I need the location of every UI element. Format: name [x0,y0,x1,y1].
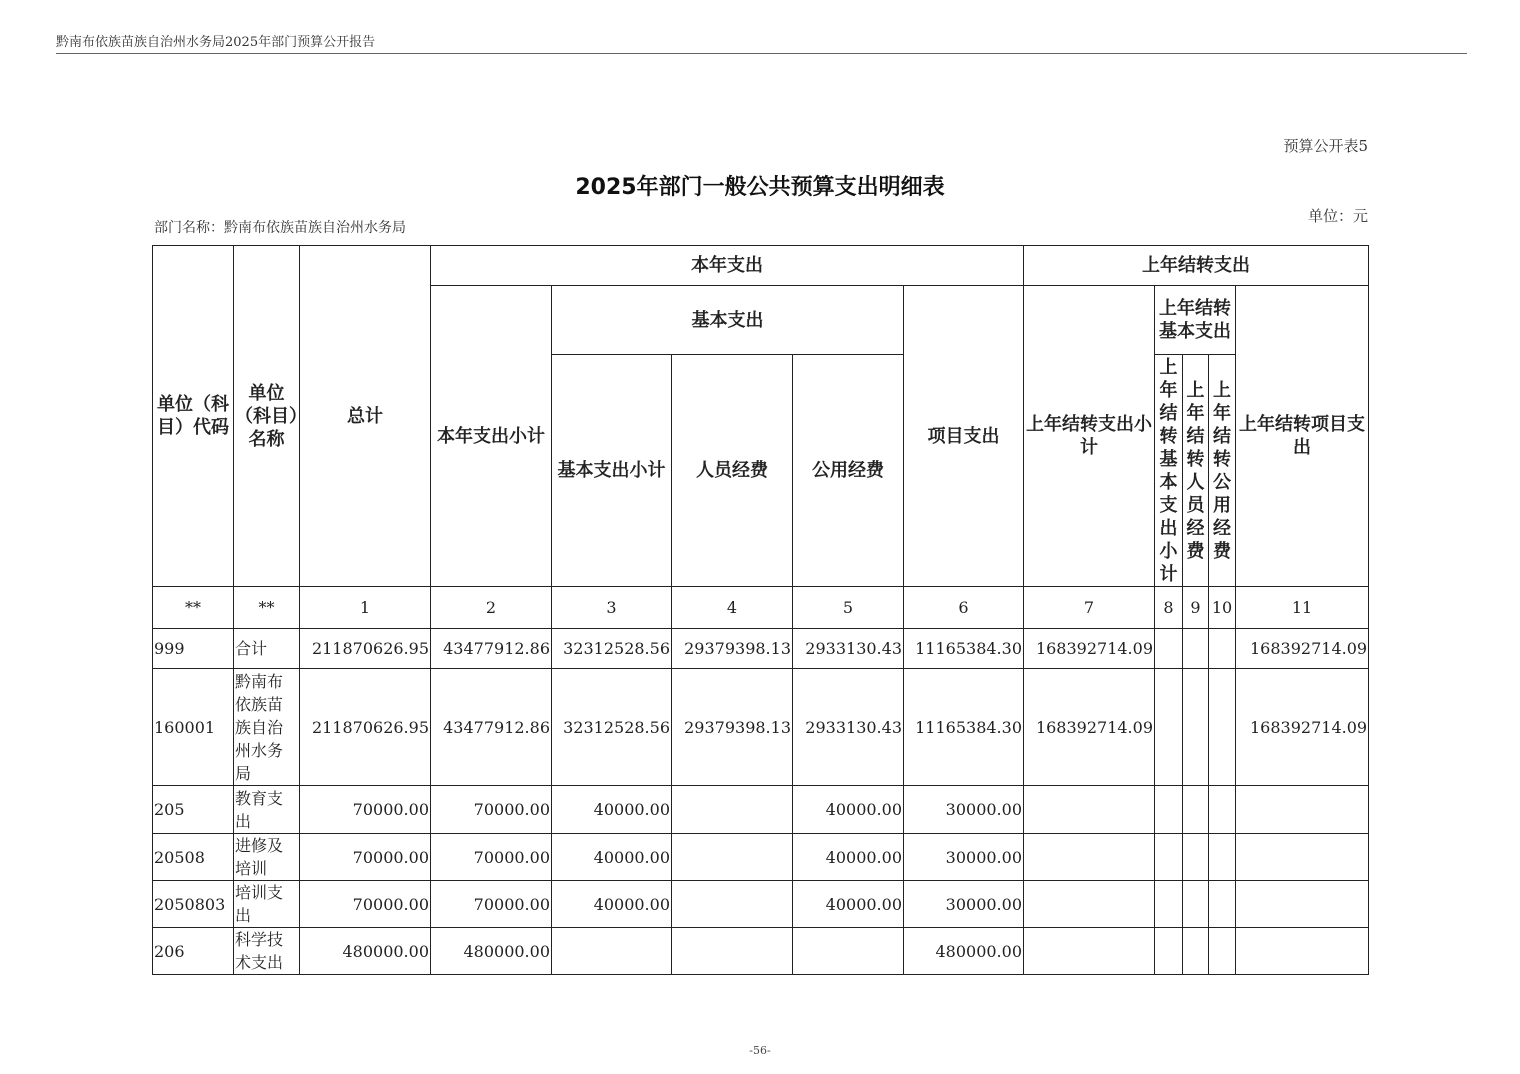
document-title: 2025年部门一般公共预算支出明细表 [575,175,945,200]
value-cell [1209,834,1236,881]
value-cell [1209,928,1236,975]
total-cell: 70000.00 [300,786,431,834]
header-current-year: 本年支出 [431,246,1024,286]
index-cell: ** [153,587,234,629]
value-cell [1209,629,1236,669]
value-cell: 32312528.56 [552,669,672,786]
value-cell [672,786,793,834]
header-prior-basic-subtotal: 上年结转基本支出小计 [1155,355,1183,587]
name-cell: 科学技术支出 [234,928,300,975]
value-cell [1236,881,1369,928]
index-cell: ** [234,587,300,629]
value-cell [1155,669,1183,786]
header-personnel: 人员经费 [672,355,793,587]
index-cell: 11 [1236,587,1369,629]
value-cell [1155,881,1183,928]
total-cell: 480000.00 [300,928,431,975]
header-name: 单位（科目）名称 [234,246,300,587]
name-cell: 进修及培训 [234,834,300,881]
value-cell [1024,834,1155,881]
header-rule [56,53,1467,54]
index-cell: 8 [1155,587,1183,629]
value-cell: 32312528.56 [552,629,672,669]
value-cell: 70000.00 [431,881,552,928]
index-cell: 6 [904,587,1024,629]
unit-label: 单位：元 [1307,207,1368,225]
index-cell: 4 [672,587,793,629]
value-cell [1183,669,1209,786]
value-cell [672,928,793,975]
code-cell: 205 [153,786,234,834]
name-cell: 教育支出 [234,786,300,834]
header-current-subtotal: 本年支出小计 [431,286,552,587]
value-cell [793,928,904,975]
value-cell: 43477912.86 [431,669,552,786]
total-cell: 70000.00 [300,881,431,928]
value-cell [1183,834,1209,881]
value-cell: 43477912.86 [431,629,552,669]
header-code: 单位（科目）代码 [153,246,234,587]
column-index-row [153,587,1369,629]
value-cell [672,881,793,928]
value-cell: 11165384.30 [904,629,1024,669]
total-cell: 211870626.95 [300,669,431,786]
table-row [153,629,1369,669]
header-prior-subtotal: 上年结转支出小计 [1024,286,1155,587]
department-name: 部门名称：黔南布依族苗族自治州水务局 [154,220,406,236]
index-cell: 9 [1183,587,1209,629]
value-cell: 40000.00 [793,786,904,834]
value-cell [672,834,793,881]
code-cell: 2050803 [153,881,234,928]
value-cell [552,928,672,975]
budget-table [152,245,1369,975]
index-cell: 2 [431,587,552,629]
value-cell: 40000.00 [552,786,672,834]
code-cell: 20508 [153,834,234,881]
value-cell: 2933130.43 [793,629,904,669]
value-cell [1209,881,1236,928]
header-prior-public: 上年结转公用经费 [1209,355,1236,587]
code-cell: 206 [153,928,234,975]
index-cell: 3 [552,587,672,629]
value-cell: 30000.00 [904,834,1024,881]
header-basic-subtotal: 基本支出小计 [552,355,672,587]
value-cell [1236,786,1369,834]
value-cell [1183,881,1209,928]
value-cell: 480000.00 [904,928,1024,975]
header-total: 总计 [300,246,431,587]
value-cell [1183,629,1209,669]
value-cell: 29379398.13 [672,669,793,786]
value-cell: 30000.00 [904,786,1024,834]
value-cell [1024,928,1155,975]
value-cell [1155,834,1183,881]
value-cell: 40000.00 [552,834,672,881]
value-cell: 168392714.09 [1024,629,1155,669]
index-cell: 1 [300,587,431,629]
value-cell: 70000.00 [431,834,552,881]
value-cell: 2933130.43 [793,669,904,786]
value-cell [1024,881,1155,928]
value-cell [1209,786,1236,834]
value-cell: 40000.00 [793,881,904,928]
name-cell: 培训支出 [234,881,300,928]
value-cell [1236,928,1369,975]
value-cell [1155,629,1183,669]
page-number: -56- [749,1044,771,1057]
value-cell [1183,928,1209,975]
index-cell: 7 [1024,587,1155,629]
value-cell [1155,928,1183,975]
value-cell [1183,786,1209,834]
index-cell: 5 [793,587,904,629]
value-cell: 40000.00 [552,881,672,928]
code-cell: 160001 [153,669,234,786]
value-cell: 480000.00 [431,928,552,975]
table-number: 预算公开表5 [1283,137,1368,155]
total-cell: 70000.00 [300,834,431,881]
value-cell [1024,786,1155,834]
table-row [153,928,1369,975]
value-cell: 40000.00 [793,834,904,881]
value-cell: 168392714.09 [1236,629,1369,669]
table-row [153,881,1369,928]
value-cell: 30000.00 [904,881,1024,928]
value-cell: 168392714.09 [1024,669,1155,786]
table-row [153,834,1369,881]
header-basic: 基本支出 [552,286,904,355]
running-header: 黔南布依族苗族自治州水务局2025年部门预算公开报告 [56,35,376,50]
header-prior-year: 上年结转支出 [1024,246,1369,286]
code-cell: 999 [153,629,234,669]
value-cell: 29379398.13 [672,629,793,669]
header-prior-project: 上年结转项目支出 [1236,286,1369,587]
value-cell: 168392714.09 [1236,669,1369,786]
header-prior-personnel: 上年结转人员经费 [1183,355,1209,587]
header-public: 公用经费 [793,355,904,587]
total-cell: 211870626.95 [300,629,431,669]
value-cell [1236,834,1369,881]
header-prior-basic: 上年结转基本支出 [1155,286,1236,355]
table-row [153,669,1369,786]
value-cell [1209,669,1236,786]
name-cell: 黔南布依族苗族自治州水务局 [234,669,300,786]
value-cell: 11165384.30 [904,669,1024,786]
value-cell [1155,786,1183,834]
header-project: 项目支出 [904,286,1024,587]
table-row [153,786,1369,834]
value-cell: 70000.00 [431,786,552,834]
index-cell: 10 [1209,587,1236,629]
name-cell: 合计 [234,629,300,669]
